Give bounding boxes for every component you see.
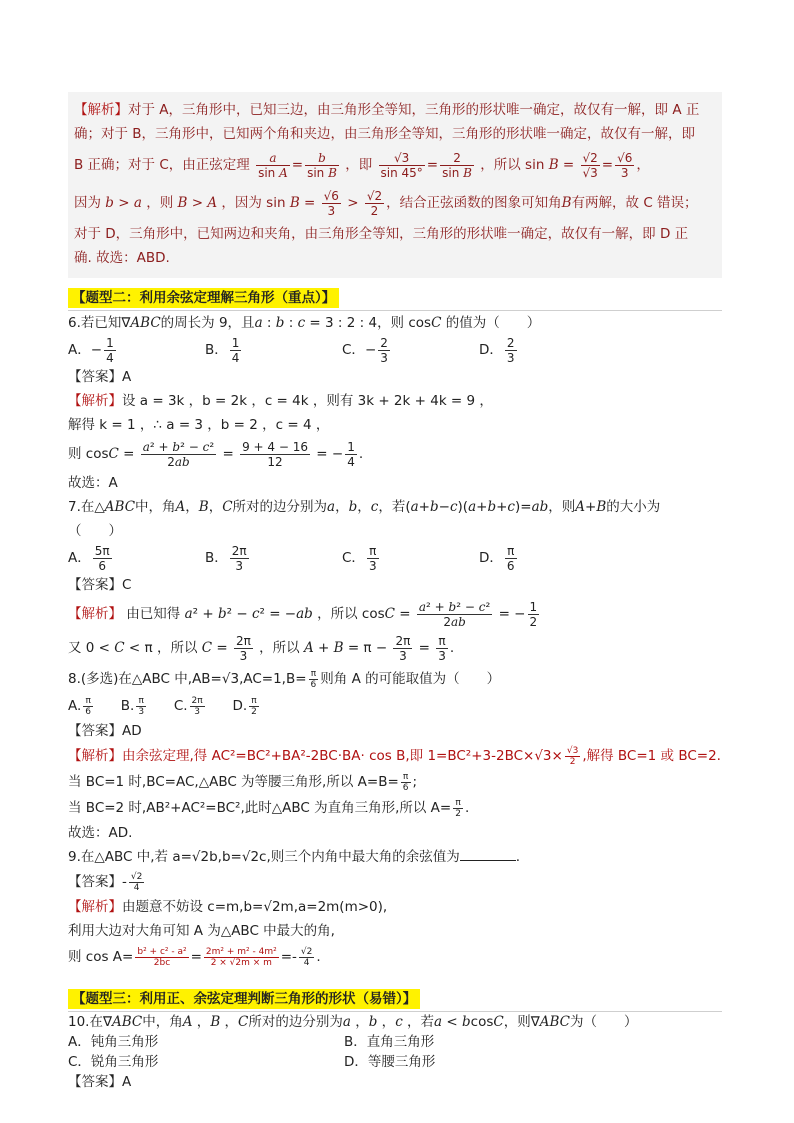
q6-option-b[interactable]: B． $\frac{1}{4}$ xyxy=(205,335,240,365)
q8-option-a[interactable]: A. $\frac{\pi}{6}$ xyxy=(68,695,92,717)
q6-solution-3: 则 cosC = $\frac{\text{a² + b² − c²}}{2ab}$ = $\frac{9 + 4 - 16}{12}$ = − $\frac{1}{4}$ . xyxy=(68,439,364,469)
q6-option-a[interactable]: A．− $\frac{1}{4}$ xyxy=(68,335,114,365)
q10-option-a[interactable]: A．钝角三角形 xyxy=(68,1034,159,1050)
q7-option-b[interactable]: B． $\frac{2\pi}{3}$ xyxy=(205,543,247,573)
section-heading-2: 【题型二：利用余弦定理解三角形（重点）】 xyxy=(68,288,339,308)
q7-stem: 7.在△ABC中，角A，B，C所对的边分别为a，b，c，若(a+b−c)(a+b+c)=ab，则A+B的大小为 xyxy=(68,499,661,515)
q6-option-c[interactable]: C．− $\frac{2}{3}$ xyxy=(342,335,388,365)
q7-option-c[interactable]: C． $\frac{\pi}{3}$ xyxy=(342,543,377,573)
analysis-tag: 【解析】 xyxy=(74,102,128,118)
q9-answer: 【答案】- $\frac{√2}{4}$ xyxy=(68,871,143,893)
analysis-line-1: 对于 A，三角形中，已知三边，由三角形全等知，三角形的形状唯一确定，故仅有一解，即 A 正 xyxy=(128,102,700,118)
q10-answer: 【答案】A xyxy=(68,1074,132,1090)
formula-substitute: $\frac{√3}{\sin 45^\circ}$ xyxy=(380,150,423,180)
formula-sine-law: $\frac{a}{\text{sin A}}$ xyxy=(258,150,288,180)
q6-solution-2: 解得 k = 1 ，∴ a = 3 ，b = 2 ，c = 4 ， xyxy=(68,417,330,433)
q10-option-d[interactable]: D．等腰三角形 xyxy=(344,1054,436,1070)
q9-answer-blank[interactable] xyxy=(460,848,516,861)
q8-solution-3: 当 BC=2 时,AB²+AC²=BC²,此时△ABC 为直角三角形,所以 A= $\frac{\pi}{2}$ . xyxy=(68,797,470,819)
q8-options xyxy=(68,693,722,719)
q8-solution-1: 【解析】由余弦定理,得 AC²=BC²+BA²-2BC·BA· cos B,即 1=BC²+3-2BC×√3× $\frac{√3}{2}$ ,解得 BC=1 或 BC=2. xyxy=(68,745,721,767)
q8-stem: 8.(多选)在△ABC 中,AB=√3,AC=1,B= $\frac{\pi}{6}$ 则角 A 的可能取值为（ ） xyxy=(68,668,501,690)
analysis-line-6: 确. 故选：ABD. xyxy=(74,250,170,266)
q6-choose: 故选：A xyxy=(68,475,118,491)
q10-option-c[interactable]: C．锐角三角形 xyxy=(68,1054,159,1070)
analysis-line-5: 对于 D，三角形中，已知两边和夹角，由三角形全等知，三角形的形状唯一确定，故仅有一解，即 D 正 xyxy=(74,226,689,242)
document-page: 【解析】对于 A，三角形中，已知三边，由三角形全等知，三角形的形状唯一确定，故仅有一解，即 A 正 确；对于 B，三角形中，已知两个角和夹边，由三角形全等知，三角形的形状唯一确定，故仅有一解，即 B 正确；对于 C，由正弦定理 $\frac{a}{\text{sin A}}$ = $\frac{b}{\text{sin B}}$ ，即 $\frac{√3}{\sin 45^\circ}$ = $\frac{2}{\text{sin B}}$ ，所以 sin B = $\frac{√2}{√3}$ = $\frac{√6}{3}$ ， 因为 b > a ，则 B > A ，因为 sin B = $\frac{√6}{3}$ > $\frac{√2}{2}$ ，结合正弦函数的图象可知角B有两解，故 C 错误； 对于 D，三角形中，已知两边和夹角，由三角形全等知，三角形的形状唯一确定，故仅有一解，即 D 正 确. 故选：ABD. 【题型二：利用余弦定理解三角形（重点）】 6.若已知∇ABC的周长为 9，且a : b : c = 3 : 2 : 4，则 cosC 的值为（ ） A．− $\frac{1}{4}$ B． $\frac{1}{4}$ C．− $\frac{2}{3}$ D． $\frac{2}{3}$ 【答案】A 【解析】设 a = 3k ，b = 2k ，c = 4k ，则有 3k + 2k + 4k = 9 ， 解得 k = 1 ，∴ a = 3 ，b = 2 ，c = 4 ， 则 cosC = $\frac{\text{a² + b² − c²}}{2ab}$ = $\frac{9 + 4 - 16}{12}$ = − $\frac{1}{4}$ . 故选：A 7.在△ABC中，角A，B，C所对的边分别为a，b，c，若(a+b−c)(a+b+c)=ab，则A+B的大小为 （ ） A． $\frac{5\pi}{6}$ B． $\frac{2\pi}{3}$ C． $\frac{\pi}{3}$ D． $\frac{\pi}{6}$ 【答案】C 【解析】 由已知得 a² + b² − c² = −ab ，所以 cosC = $\frac{\text{a² + b² − c²}}{2ab}$ = − $\frac{1}{2}$ 又 0 < C < π ，所以 C = $\frac{2\pi}{3}$ ，所以 A + B = π − $\frac{2\pi}{3}$ = $\frac{\pi}{3}$ . 8.(多选)在△ABC 中,AB=√3,AC=1,B= $\frac{\pi}{6}$ 则角 A 的可能取值为（ ） A. $\frac{\pi}{6}$ B. $\frac{\pi}{3}$ C. $\frac{2\pi}{3}$ D. $\frac{\pi}{2}$ 【答案】AD 【解析】由余弦定理,得 AC²=BC²+BA²-2BC·BA· cos B,即 1=BC²+3-2BC×√3× $\frac{√3}{2}$ ,解得 BC=1 或 BC=2. 当 BC=1 时,BC=AC,△ABC 为等腰三角形,所以 A=B= $\frac{\pi}{6}$ ; 当 BC=2 时,AB²+AC²=BC²,此时△ABC 为直角三角形,所以 A= $\frac{\pi}{2}$ . 故选：AD. 9.在△ABC 中,若 a=√2b,b=√2c,则三个内角中最大角的余弦值为 . 【答案】- $\frac{√2}{4}$ 【解析】由题意不妨设 c=m,b=√2m,a=2m(m>0), 利用大边对大角可知 A 为△ABC 中最大的角, 则 cos A= $\frac{\text{b² + c² - a²}}{2bc}$ = $\frac{\text{2m² + m² - 4m²}}{2 \times √2m \times m}$ =- $\frac{√2}{4}$ . 【题型三：利用正、余弦定理判断三角形的形状（易错）】 10.在∇ABC中，角A ，B ，C所对的边分别为a ，b ，c ，若a < bcosC，则∇ABC为（ ） A．钝角三角形 B．直角三角形 C．锐角三角形 D．等腰三角形 【答案】A xyxy=(68,92,722,1092)
analysis-box-q5: 【解析】对于 A，三角形中，已知三边，由三角形全等知，三角形的形状唯一确定，故仅有一解，即 A 正 确；对于 B，三角形中，已知两个角和夹边，由三角形全等知，三角形的形状唯一确定，故仅有一解，即 B 正确；对于 C，由正弦定理 $\frac{a}{\text{sin A}}$ = $\frac{b}{\text{sin B}}$ ，即 $\frac{√3}{\sin 45^\circ}$ = $\frac{2}{\text{sin B}}$ ，所以 sin B = $\frac{√2}{√3}$ = $\frac{√6}{3}$ ， 因为 b > a ，则 B > A ，因为 sin B = $\frac{√6}{3}$ > $\frac{√2}{2}$ ，结合正弦函数的图象可知角B有两解，故 C 错误； 对于 D，三角形中，已知两边和夹角，由三角形全等知，三角形的形状唯一确定，故仅有一解，即 D 正 确. 故选：ABD. xyxy=(68,92,722,278)
q8-choose: 故选：AD. xyxy=(68,825,133,841)
q7-solution-1: 【解析】 由已知得 a² + b² − c² = −ab ，所以 cosC = $\frac{\text{a² + b² − c²}}{2ab}$ = − $\frac{1}{2}$ xyxy=(68,599,538,629)
q7-option-d[interactable]: D． $\frac{\pi}{6}$ xyxy=(479,543,515,573)
q10-options-row-1 xyxy=(68,1032,722,1052)
q6-option-d[interactable]: D． $\frac{2}{3}$ xyxy=(479,335,515,365)
q9-solution-2: 利用大边对大角可知 A 为△ABC 中最大的角, xyxy=(68,923,335,939)
q8-option-c[interactable]: C. $\frac{2\pi}{3}$ xyxy=(173,695,203,717)
q6-answer: 【答案】A xyxy=(68,369,132,385)
q10-stem: 10.在∇ABC中，角A ，B ，C所对的边分别为a ，b ，c ，若a < bcosC，则∇ABC为（ ） xyxy=(68,1014,638,1030)
section-heading-3: 【题型三：利用正、余弦定理判断三角形的形状（易错）】 xyxy=(68,989,420,1009)
q10-option-b[interactable]: B．直角三角形 xyxy=(344,1034,435,1050)
q7-answer: 【答案】C xyxy=(68,577,132,593)
q7-solution-2: 又 0 < C < π ，所以 C = $\frac{2\pi}{3}$ ，所以 A + B = π − $\frac{2\pi}{3}$ = $\frac{\pi}{3}$ . xyxy=(68,633,455,663)
q8-option-b[interactable]: B. $\frac{\pi}{3}$ xyxy=(120,695,145,717)
q6-stem: 6.若已知∇ABC的周长为 9，且a : b : c = 3 : 2 : 4，则 cosC 的值为（ ） xyxy=(68,315,541,331)
q6-solution-tag: 【解析】 xyxy=(68,393,122,409)
q8-solution-2: 当 BC=1 时,BC=AC,△ABC 为等腰三角形,所以 A=B= $\frac{\pi}{6}$ ; xyxy=(68,771,418,793)
q9-solution-3: 则 cos A= $\frac{\text{b² + c² - a²}}{2bc}$ = $\frac{\text{2m² + m² - 4m²}}{2 \times √2m \times m}$ =- $\frac{√2}{4}$ . xyxy=(68,946,321,968)
q6-options xyxy=(68,335,722,365)
q8-option-d[interactable]: D. $\frac{\pi}{2}$ xyxy=(232,695,257,717)
analysis-line-2: 确；对于 B，三角形中，已知两个角和夹边，由三角形全等知，三角形的形状唯一确定，故仅有一解，即 xyxy=(74,126,696,142)
q10-options-row-2 xyxy=(68,1052,722,1072)
q9-stem: 9.在△ABC 中,若 a=√2b,b=√2c,则三个内角中最大角的余弦值为 . xyxy=(68,849,521,865)
q7-options xyxy=(68,543,722,573)
q8-answer: 【答案】AD xyxy=(68,723,142,739)
analysis-line-3a: B 正确；对于 C，由正弦定理 xyxy=(74,157,250,173)
q7-option-a[interactable]: A． $\frac{5\pi}{6}$ xyxy=(68,543,110,573)
q6-solution-1: 设 a = 3k ，b = 2k ，c = 4k ，则有 3k + 2k + 4k = 9 ， xyxy=(122,393,493,409)
q9-solution-1: 【解析】由题意不妨设 c=m,b=√2m,a=2m(m>0), xyxy=(68,899,388,915)
